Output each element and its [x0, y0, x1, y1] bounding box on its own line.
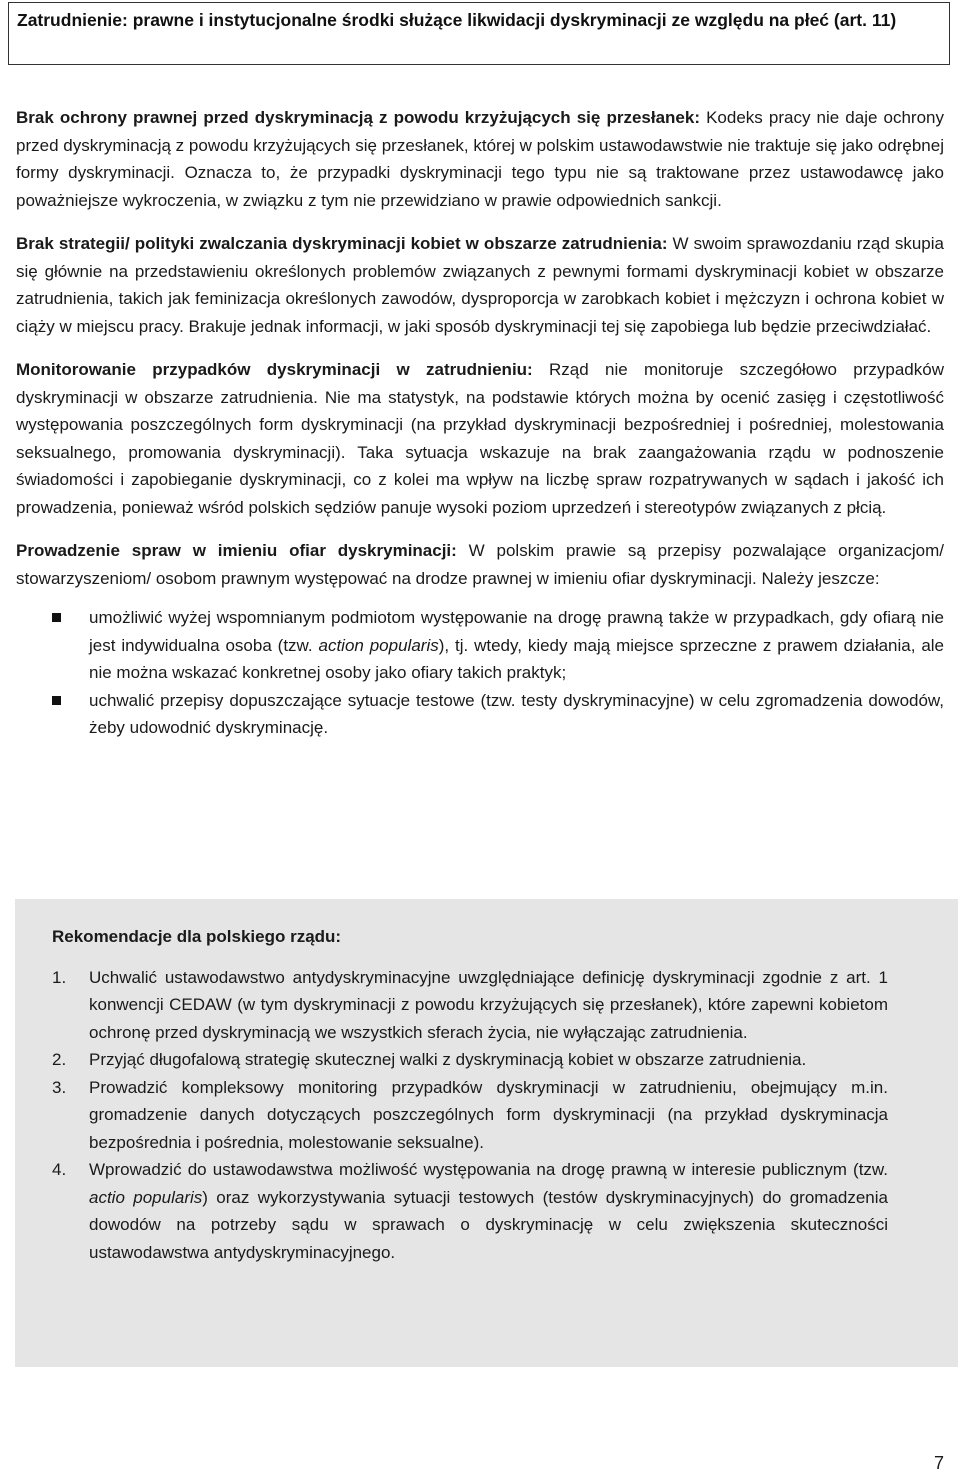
list-item: [16, 604, 944, 687]
paragraph-lead: Brak strategii/ polityki zwalczania dyskryminacji kobiet w obszarze zatrudnienia:: [16, 234, 668, 253]
paragraph-text: Kodeks pracy nie daje ochrony przed dyskryminacją z powodu krzyżujących się przesłanek, której w polskim ustawodawstwie nie traktuje się jako odrębnej formy dyskryminacji. Oznacza to, że przypadki dyskryminacji tego typu nie są traktowane przez ustawodawcę jako poważniejsze wykroczenia, w związku z tym nie przewidziano w prawie odpowiednich sankcji.: [16, 108, 945, 210]
paragraph-representation: [16, 537, 944, 592]
list-item: [16, 687, 944, 742]
square-bullet-icon: [52, 613, 61, 622]
recommendation-item: [52, 964, 888, 1047]
recommendations-list: [52, 964, 888, 1267]
recommendation-item: [52, 1074, 888, 1157]
recommendations-title: Rekomendacje dla polskiego rządu:: [52, 927, 342, 946]
item-number: 2.: [52, 1050, 67, 1069]
recommendation-item: [52, 1156, 888, 1266]
item-number: 3.: [52, 1077, 67, 1097]
item-text: Prowadzić kompleksowy monitoring przypadków dyskryminacji w zatrudnieniu, obejmujący m.in. gromadzenie danych dotyczących poszczególnych form dyskryminacji (na przykład dyskryminacja bezpośrednia i pośrednia, molestowanie seksualne).: [89, 1077, 888, 1152]
page-number: 7: [933, 1452, 944, 1473]
paragraph-lead: Prowadzenie spraw w imieniu ofiar dyskryminacji:: [16, 541, 457, 560]
list-item-text-after: ), tj. wtedy, kiedy mają miejsce sprzeczne z prawem działania, ale nie można wskazać konkretnej osoby jako ofiary takich praktyk;: [89, 635, 945, 682]
item-number: 1.: [52, 967, 67, 987]
paragraph-text: Rząd nie monitoruje szczegółowo przypadków dyskryminacji w obszarze zatrudnienia. Nie ma statystyk, na podstawie których można by ocenić zasięg i częstotliwość występowania poszczególnych form dyskryminacji (na przykład dyskryminacji bezpośredniej i pośredniej, molestowania seksualnego, promowania dyskryminacji). Taka sytuacja wskazuje na brak zaangażowania rządu w podnoszenie świadomości i zapobieganie dyskryminacji, co z kolei ma wpływ na liczbę spraw rozpatrywanych w sądach i jakość ich prowadzenia, ponieważ wśród polskich sędziów panuje wysoki poziom uprzedzeń i stereotypów związanych z płcią.: [16, 360, 944, 517]
item-number: 4.: [52, 1160, 67, 1179]
recommendation-item: [52, 1046, 888, 1074]
section-header-box: [8, 2, 950, 65]
paragraph-text: W polskim prawie są przepisy pozwalające organizacjom/ stowarzyszeniom/ osobom prawnym występować na drodze prawnej w imieniu ofiar dyskryminacji. Należy jeszcze:: [16, 541, 945, 588]
paragraph-strategy: [16, 230, 944, 340]
bullet-list: [16, 604, 944, 742]
square-bullet-icon: [52, 696, 61, 705]
item-text-after: ) oraz wykorzystywania sytuacji testowych (testów dyskryminacyjnych) do gromadzenia dowodów na potrzeby sądu w sprawach o dyskryminację w celu zwiększenia skuteczności ustawodawstwa antydyskryminacyjnego.: [89, 1187, 888, 1262]
paragraph-monitoring: [16, 356, 944, 521]
item-text: Wprowadzić do ustawodawstwa możliwość występowania na drogę prawną w interesie publicznym (tzw.: [89, 1160, 888, 1179]
paragraph-lead: Monitorowanie przypadków dyskryminacji w zatrudnieniu:: [16, 360, 533, 379]
main-content: [16, 104, 944, 742]
list-item-text: uchwalić przepisy dopuszczające sytuacje testowe (tzw. testy dyskryminacyjne) w celu zgromadzenia dowodów, żeby udowodnić dyskryminację.: [89, 690, 944, 737]
paragraph-lead: Brak ochrony prawnej przed dyskryminacją z powodu krzyżujących się przesłanek:: [16, 108, 700, 127]
recommendations-box: [15, 899, 958, 1367]
section-title: Zatrudnienie: prawne i instytucjonalne środki służące likwidacji dyskryminacji ze względu na płeć (art. 11): [17, 10, 897, 30]
paragraph-text: W swoim sprawozdaniu rząd skupia się głównie na przedstawieniu określonych problemów związanych z pewnymi formami dyskryminacji kobiet w obszarze zatrudnienia, takich jak feminizacja określonych zawodów, dysproporcja w zarobkach kobiet i mężczyzn i ochrona kobiet w ciąży w miejscu pracy. Brakuje jednak informacji, w jaki sposób dyskryminacji tej się zapobiega lub będzie przeciwdziałać.: [16, 234, 944, 336]
paragraph-intersectional-protection: [16, 104, 944, 214]
item-text: Uchwalić ustawodawstwo antydyskryminacyjne uwzględniające definicję dyskryminacji zgodnie z art. 1 konwencji CEDAW (w tym dyskryminacji z powodu krzyżujących się przesłanek), które zapewni kobietom ochronę przed dyskryminacją we wszystkich sferach życia, nie wyłączając zatrudnienia.: [89, 967, 888, 1042]
item-text: Przyjąć długofalową strategię skutecznej walki z dyskryminacją kobiet w obszarze zatrudnienia.: [89, 1050, 807, 1069]
list-item-italic: action popularis: [318, 635, 439, 655]
list-item-text: umożliwić wyżej wspomnianym podmiotom występowanie na drogę prawną także w przypadkach, gdy ofiarą nie jest indywidualna osoba (tzw.: [89, 608, 944, 655]
item-italic: actio popularis: [89, 1187, 203, 1207]
